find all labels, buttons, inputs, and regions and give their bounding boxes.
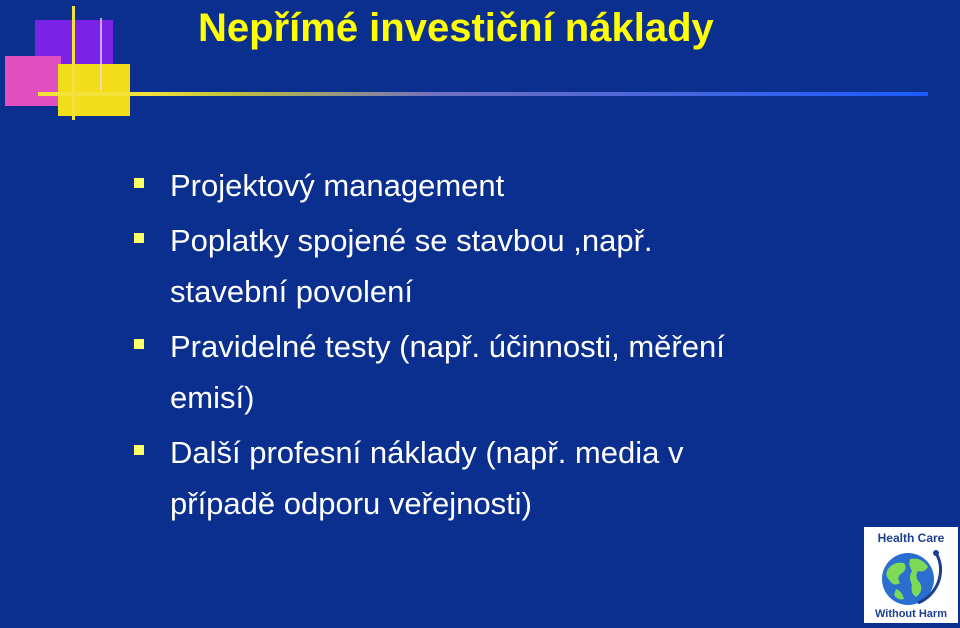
slide-title: Nepřímé investiční náklady xyxy=(198,6,714,50)
decorative-pink-square xyxy=(5,56,61,106)
bullet-text-continuation: stavební povolení xyxy=(170,274,414,309)
logo-top-text: Health Care xyxy=(877,531,945,545)
decorative-yellow-square xyxy=(58,64,130,116)
bullet-item xyxy=(130,427,850,529)
decorative-vertical-line xyxy=(72,6,75,120)
health-care-without-harm-logo xyxy=(864,527,958,623)
title-underline xyxy=(38,92,928,96)
bullet-text-continuation: případě odporu veřejnosti) xyxy=(170,486,532,521)
square-bullet-icon xyxy=(134,178,144,188)
bullet-list xyxy=(130,160,850,533)
square-bullet-icon xyxy=(134,445,144,455)
square-bullet-icon xyxy=(134,233,144,243)
square-bullet-icon xyxy=(134,339,144,349)
bullet-text: Další profesní náklady (např. media v xyxy=(170,435,684,470)
bullet-text-continuation: emisí) xyxy=(170,380,255,415)
bullet-text: Poplatky spojené se stavbou ,např. xyxy=(170,223,653,258)
logo-bottom-text: Without Harm xyxy=(874,608,947,620)
decorative-vertical-line-light xyxy=(100,18,102,90)
bullet-item xyxy=(130,215,850,317)
bullet-item xyxy=(130,321,850,423)
bullet-text: Pravidelné testy (např. účinnosti, měření xyxy=(170,329,725,364)
bullet-text: Projektový management xyxy=(170,168,505,203)
bullet-item xyxy=(130,160,850,211)
globe-stethoscope-icon xyxy=(874,547,948,607)
